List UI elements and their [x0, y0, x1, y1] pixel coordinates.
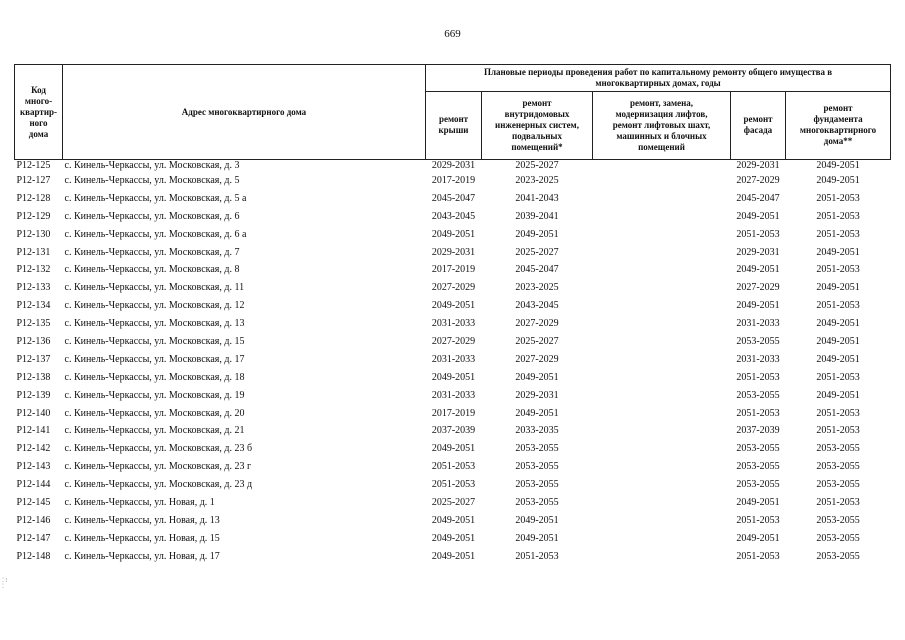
- cell-roof: 2049-2051: [431, 550, 476, 562]
- cell-address: с. Кинель-Черкассы, ул. Московская, д. 5: [64, 175, 240, 186]
- cell-code: Р12-139: [16, 389, 51, 401]
- header-engineering: ремонт внутридомовых инженерных систем, подвальных помещений*: [482, 91, 593, 159]
- header-lifts: ремонт, замена, модернизация лифтов, ремонт лифтовых шахт, машинных и блочных помещений: [593, 91, 731, 159]
- cell-address: с. Кинель-Черкассы, ул. Московская, д. 19: [64, 389, 245, 401]
- cell-foundation: 2049-2051: [816, 353, 860, 365]
- cell-address: с. Кинель-Черкассы, ул. Московская, д. 7: [64, 246, 240, 258]
- cell-address: с. Кинель-Черкассы, ул. Московская, д. 5 а: [64, 192, 247, 204]
- cell-roof: 2049-2051: [431, 532, 476, 544]
- cell-foundation: 2053-2055: [816, 550, 860, 562]
- cell-code: Р12-138: [16, 371, 51, 383]
- cell-code: Р12-132: [16, 264, 51, 276]
- cell-engineering: 2053-2055: [515, 479, 559, 491]
- table-row: [15, 299, 891, 317]
- cell-facade: 2051-2053: [736, 407, 780, 419]
- cell-facade: 2049-2051: [736, 264, 780, 276]
- cell-facade: 2049-2051: [736, 532, 780, 544]
- cell-foundation: 2051-2053: [816, 300, 860, 312]
- cell-lifts: [593, 460, 731, 478]
- cell-facade: 2053-2055: [736, 336, 780, 348]
- cell-roof: 2029-2031: [431, 160, 476, 171]
- repair-schedule-table: [14, 64, 891, 568]
- cell-foundation: 2049-2051: [816, 282, 860, 294]
- cell-engineering: 2025-2027: [515, 160, 559, 171]
- cell-roof: 2051-2053: [431, 479, 476, 491]
- cell-foundation: 2049-2051: [816, 336, 860, 348]
- table-row: [15, 174, 891, 192]
- cell-engineering: 2043-2045: [515, 300, 559, 312]
- cell-code: Р12-146: [16, 514, 51, 526]
- cell-code: Р12-145: [16, 497, 51, 509]
- cell-foundation: 2049-2051: [816, 318, 860, 330]
- cell-lifts: [593, 210, 731, 228]
- cell-facade: 2029-2031: [736, 246, 780, 258]
- cell-lifts: [593, 263, 731, 281]
- cell-code: Р12-133: [16, 282, 51, 294]
- table-row: [15, 210, 891, 228]
- cell-engineering: 2029-2031: [515, 389, 559, 401]
- cell-engineering: 2051-2053: [515, 550, 559, 562]
- cell-engineering: 2025-2027: [515, 336, 559, 348]
- header-periods-group: Плановые периоды проведения работ по капитальному ремонту общего имущества в многоквартирных домах, годы: [426, 65, 891, 92]
- header-address: Адрес многоквартирного дома: [63, 65, 426, 160]
- cell-roof: 2049-2051: [431, 443, 476, 455]
- cell-facade: 2051-2053: [736, 550, 780, 562]
- cell-address: с. Кинель-Черкассы, ул. Московская, д. 20: [64, 407, 245, 419]
- cell-lifts: [593, 550, 731, 568]
- table-body: [15, 160, 891, 568]
- cell-foundation: 2051-2053: [816, 497, 860, 509]
- cell-lifts: [593, 371, 731, 389]
- table-row: [15, 460, 891, 478]
- cell-roof: 2043-2045: [431, 210, 476, 222]
- cell-address: с. Кинель-Черкассы, ул. Московская, д. 23 б: [64, 443, 253, 455]
- header-facade: ремонт фасада: [731, 91, 786, 159]
- cell-lifts: [593, 246, 731, 264]
- cell-lifts: [593, 228, 731, 246]
- cell-roof: 2049-2051: [431, 228, 476, 240]
- cell-address: с. Кинель-Черкассы, ул. Новая, д. 1: [64, 497, 215, 509]
- table-row: [15, 192, 891, 210]
- cell-facade: 2029-2031: [736, 160, 780, 171]
- cell-engineering: 2025-2027: [515, 246, 559, 258]
- table-header: [15, 65, 891, 160]
- cell-foundation: 2053-2055: [816, 443, 860, 455]
- cell-address: с. Кинель-Черкассы, ул. Московская, д. 15: [64, 336, 245, 348]
- cell-code: Р12-128: [16, 192, 51, 204]
- cell-lifts: [593, 424, 731, 442]
- cell-roof: 2029-2031: [431, 246, 476, 258]
- page-number: 669: [444, 28, 461, 40]
- cell-code: Р12-137: [16, 353, 51, 365]
- cell-roof: 2031-2033: [431, 353, 476, 365]
- cell-foundation: 2051-2053: [816, 228, 860, 240]
- cell-address: с. Кинель-Черкассы, ул. Новая, д. 15: [64, 532, 220, 544]
- cell-roof: 2049-2051: [431, 514, 476, 526]
- cell-address: с. Кинель-Черкассы, ул. Московская, д. 12: [64, 300, 245, 312]
- cell-engineering: 2027-2029: [515, 318, 559, 330]
- cell-facade: 2049-2051: [736, 300, 780, 312]
- cell-address: с. Кинель-Черкассы, ул. Московская, д. 11: [64, 282, 245, 294]
- cell-lifts: [593, 299, 731, 317]
- cell-engineering: 2053-2055: [515, 461, 559, 473]
- cell-address: с. Кинель-Черкассы, ул. Московская, д. 8: [64, 264, 240, 276]
- cell-code: Р12-125: [16, 160, 51, 171]
- cell-lifts: [593, 514, 731, 532]
- cell-code: Р12-141: [16, 425, 51, 437]
- cell-address: с. Кинель-Черкассы, ул. Московская, д. 17: [64, 353, 245, 365]
- cell-lifts: [593, 160, 731, 175]
- cell-facade: 2027-2029: [736, 175, 780, 186]
- table-row: [15, 514, 891, 532]
- cell-code: Р12-140: [16, 407, 51, 419]
- table-row: [15, 550, 891, 568]
- cell-roof: 2017-2019: [431, 175, 476, 186]
- table-row: [15, 246, 891, 264]
- cell-address: с. Кинель-Черкассы, ул. Новая, д. 17: [64, 550, 220, 562]
- cell-roof: 2017-2019: [431, 407, 476, 419]
- cell-engineering: 2049-2051: [515, 371, 559, 383]
- cell-code: Р12-142: [16, 443, 51, 455]
- cell-code: Р12-130: [16, 228, 51, 240]
- table-row: [15, 389, 891, 407]
- cell-lifts: [593, 281, 731, 299]
- cell-foundation: 2051-2053: [816, 210, 860, 222]
- cell-lifts: [593, 335, 731, 353]
- cell-code: Р12-147: [16, 532, 51, 544]
- cell-engineering: 2023-2025: [515, 282, 559, 294]
- cell-engineering: 2033-2035: [515, 425, 559, 437]
- cell-code: Р12-148: [16, 550, 51, 562]
- cell-facade: 2031-2033: [736, 318, 780, 330]
- cell-address: с. Кинель-Черкассы, ул. Московская, д. 6: [64, 210, 240, 222]
- cell-address: с. Кинель-Черкассы, ул. Московская, д. 6 а: [64, 228, 247, 240]
- table-row: [15, 228, 891, 246]
- cell-roof: 2051-2053: [431, 461, 476, 473]
- table-row: [15, 496, 891, 514]
- cell-code: Р12-134: [16, 300, 51, 312]
- cell-facade: 2053-2055: [736, 443, 780, 455]
- cell-roof: 2017-2019: [431, 264, 476, 276]
- cell-engineering: 2041-2043: [515, 192, 559, 204]
- cell-code: Р12-136: [16, 336, 51, 348]
- cell-facade: 2053-2055: [736, 479, 780, 491]
- cell-code: Р12-127: [16, 175, 51, 186]
- cell-roof: 2031-2033: [431, 318, 476, 330]
- cell-engineering: 2049-2051: [515, 407, 559, 419]
- cell-engineering: 2023-2025: [515, 175, 559, 186]
- table-row: [15, 442, 891, 460]
- cell-address: с. Кинель-Черкассы, ул. Московская, д. 3: [64, 160, 240, 171]
- cell-foundation: 2051-2053: [816, 371, 860, 383]
- cell-address: с. Кинель-Черкассы, ул. Московская, д. 21: [64, 425, 245, 437]
- cell-facade: 2049-2051: [736, 497, 780, 509]
- cell-facade: 2031-2033: [736, 353, 780, 365]
- cell-foundation: 2049-2051: [816, 160, 860, 171]
- cell-lifts: [593, 442, 731, 460]
- cell-code: Р12-135: [16, 318, 51, 330]
- cell-lifts: [593, 496, 731, 514]
- header-roof: ремонт крыши: [426, 91, 482, 159]
- table-row: [15, 478, 891, 496]
- cell-lifts: [593, 478, 731, 496]
- cell-lifts: [593, 174, 731, 192]
- cell-foundation: 2053-2055: [816, 532, 860, 544]
- cell-facade: 2045-2047: [736, 192, 780, 204]
- cell-lifts: [593, 389, 731, 407]
- cell-engineering: 2027-2029: [515, 353, 559, 365]
- cell-lifts: [593, 353, 731, 371]
- cell-lifts: [593, 192, 731, 210]
- cell-code: Р12-131: [16, 246, 51, 258]
- scan-margin-marks: ⁚ ⁝ ⁚: [2, 578, 8, 590]
- cell-address: с. Кинель-Черкассы, ул. Московская, д. 23 г: [64, 461, 252, 473]
- cell-facade: 2051-2053: [736, 228, 780, 240]
- cell-roof: 2031-2033: [431, 389, 476, 401]
- cell-engineering: 2039-2041: [515, 210, 559, 222]
- table-row: [15, 353, 891, 371]
- cell-code: Р12-143: [16, 461, 51, 473]
- cell-foundation: 2049-2051: [816, 175, 860, 186]
- cell-roof: 2027-2029: [431, 336, 476, 348]
- cell-address: с. Кинель-Черкассы, ул. Новая, д. 13: [64, 514, 220, 526]
- cell-facade: 2051-2053: [736, 371, 780, 383]
- table-row: [15, 281, 891, 299]
- cell-facade: 2053-2055: [736, 389, 780, 401]
- table-row: [15, 407, 891, 425]
- table-row: [15, 532, 891, 550]
- cell-address: с. Кинель-Черкассы, ул. Московская, д. 13: [64, 318, 245, 330]
- header-foundation: ремонт фундамента многоквартирного дома**: [786, 91, 891, 159]
- cell-foundation: 2053-2055: [816, 514, 860, 526]
- cell-code: Р12-144: [16, 479, 51, 491]
- cell-facade: 2049-2051: [736, 210, 780, 222]
- cell-engineering: 2049-2051: [515, 514, 559, 526]
- cell-code: Р12-129: [16, 210, 51, 222]
- cell-roof: 2027-2029: [431, 282, 476, 294]
- cell-foundation: 2053-2055: [816, 461, 860, 473]
- cell-foundation: 2051-2053: [816, 425, 860, 437]
- cell-engineering: 2049-2051: [515, 228, 559, 240]
- cell-address: с. Кинель-Черкассы, ул. Московская, д. 18: [64, 371, 245, 383]
- table-row: [15, 317, 891, 335]
- cell-engineering: 2053-2055: [515, 497, 559, 509]
- cell-lifts: [593, 532, 731, 550]
- table-row: [15, 371, 891, 389]
- cell-foundation: 2051-2053: [816, 264, 860, 276]
- cell-roof: 2045-2047: [431, 192, 476, 204]
- cell-foundation: 2051-2053: [816, 192, 860, 204]
- cell-facade: 2037-2039: [736, 425, 780, 437]
- cell-roof: 2037-2039: [431, 425, 476, 437]
- cell-roof: 2049-2051: [431, 300, 476, 312]
- cell-engineering: 2053-2055: [515, 443, 559, 455]
- cell-foundation: 2049-2051: [816, 389, 860, 401]
- cell-roof: 2049-2051: [431, 371, 476, 383]
- cell-engineering: 2049-2051: [515, 532, 559, 544]
- cell-facade: 2027-2029: [736, 282, 780, 294]
- cell-roof: 2025-2027: [431, 497, 476, 509]
- cell-facade: 2051-2053: [736, 514, 780, 526]
- cell-engineering: 2045-2047: [515, 264, 559, 276]
- cell-facade: 2053-2055: [736, 461, 780, 473]
- table-row: [15, 335, 891, 353]
- cell-foundation: 2051-2053: [816, 407, 860, 419]
- table-row: [15, 263, 891, 281]
- cell-lifts: [593, 317, 731, 335]
- header-code: Код много- квартир- ного дома: [15, 65, 63, 160]
- cell-lifts: [593, 407, 731, 425]
- table-row: [15, 424, 891, 442]
- cell-foundation: 2053-2055: [816, 479, 860, 491]
- table-row: [15, 160, 891, 175]
- cell-foundation: 2049-2051: [816, 246, 860, 258]
- cell-address: с. Кинель-Черкассы, ул. Московская, д. 23 д: [64, 479, 253, 491]
